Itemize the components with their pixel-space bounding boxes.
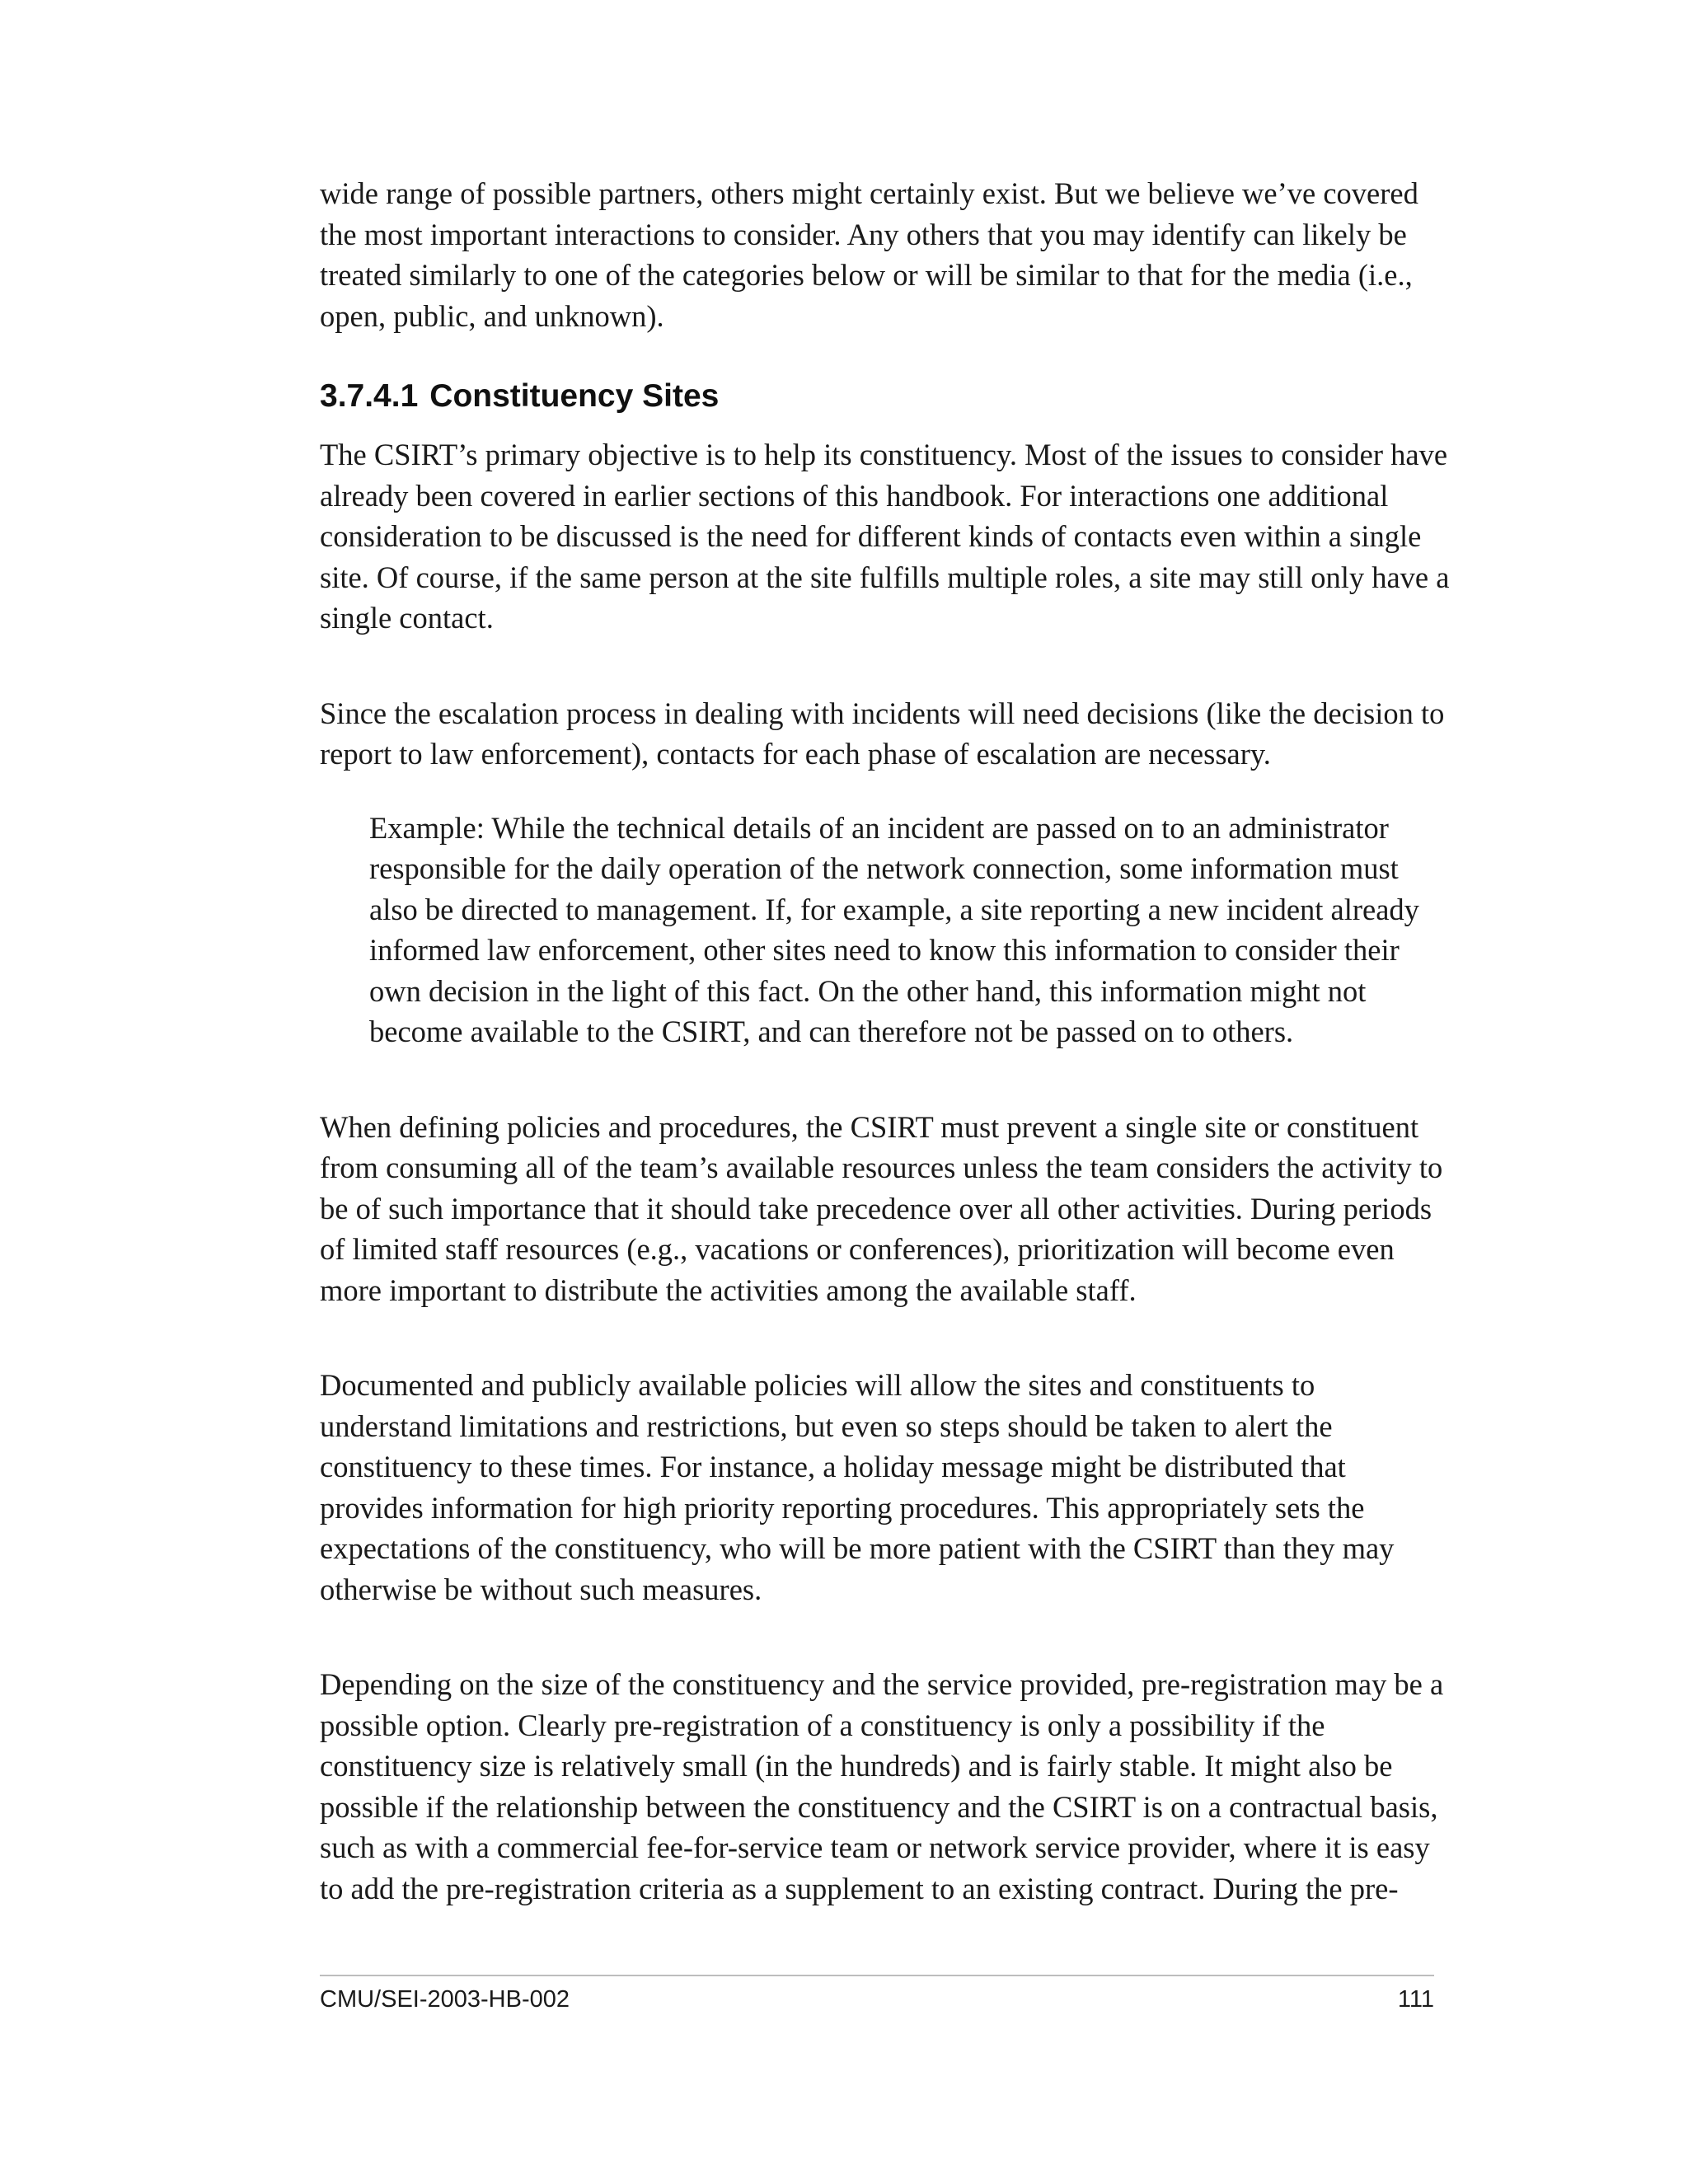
footer-doc-id: CMU/SEI-2003-HB-002 [320, 1986, 570, 2013]
paragraph-pre-registration: Depending on the size of the constituency and the service provided, pre-registration may be a possible option. Clearly pre-registration of a constituency is only a possibility if the constituency size is relatively small (in the hundreds) and is fairly stable. It might also be possible if the relationship between the constituency and the CSIRT is on a contractual basis, such as with a commercial fee-for-service team or network service provider, where it is easy to add the pre-registration criteria as a supplement to an existing contract. During the pre- [320, 1667, 1444, 1905]
paragraph-escalation: Since the escalation process in dealing with incidents will need decisions (like the decision to report to law enforcement), contacts for each phase of escalation are necessary. [320, 696, 1445, 771]
section-number: 3.7.4.1 [320, 378, 419, 414]
page-footer [320, 1975, 1434, 2014]
footer-divider [320, 1975, 1434, 1976]
page-body [320, 173, 1451, 1909]
example-block: Example: While the technical details of an incident are passed on to an administrator responsible for the daily operation of the network connection, some information must also be directed to management. If, for example, a site reporting a new incident already informed law enforcement, other sites need to know this information to consider their own decision in the light of this fact. On the other hand, this information might not become available to the CSIRT, and can therefore not be passed on to others. [369, 810, 1419, 1048]
footer-page-number: 111 [1397, 1986, 1434, 2013]
intro-paragraph: wide range of possible partners, others might certainly exist. But we believe we’ve covered the most important interactions to consider. Any others that you may identify can likely be treated similarly to one of the categories below or will be similar to that for the media (i.e., open, public, and unknown). [320, 176, 1418, 333]
section-heading [320, 377, 1451, 416]
paragraph-policies: When defining policies and procedures, the CSIRT must prevent a single site or constituent from consuming all of the team’s available resources unless the team considers the activity to be of such importance that it should take precedence over all other activities. During periods of limited staff resources (e.g., vacations or conferences), prioritization will become even more important to distribute the activities among the available staff. [320, 1109, 1443, 1307]
paragraph-documented-policies: Documented and publicly available policies will allow the sites and constituents to understand limitations and restrictions, but even so steps should be taken to alert the constituency to these times. For instance, a holiday message might be distributed that provides information for high priority reporting procedures. This appropriately sets the expectations of the constituency, who will be more patient with the CSIRT than they may otherwise be without such measures. [320, 1368, 1395, 1606]
section-title: Constituency Sites [429, 378, 720, 414]
footer-row [320, 1985, 1434, 2014]
paragraph-constituency-objective: The CSIRT’s primary objective is to help its constituency. Most of the issues to consider have already been covered in earlier sections of this handbook. For interactions one additional consideration to be discussed is the need for different kinds of contacts even within a single site. Of course, if the same person at the site fulfills multiple roles, a site may still only have a single contact. [320, 438, 1450, 635]
